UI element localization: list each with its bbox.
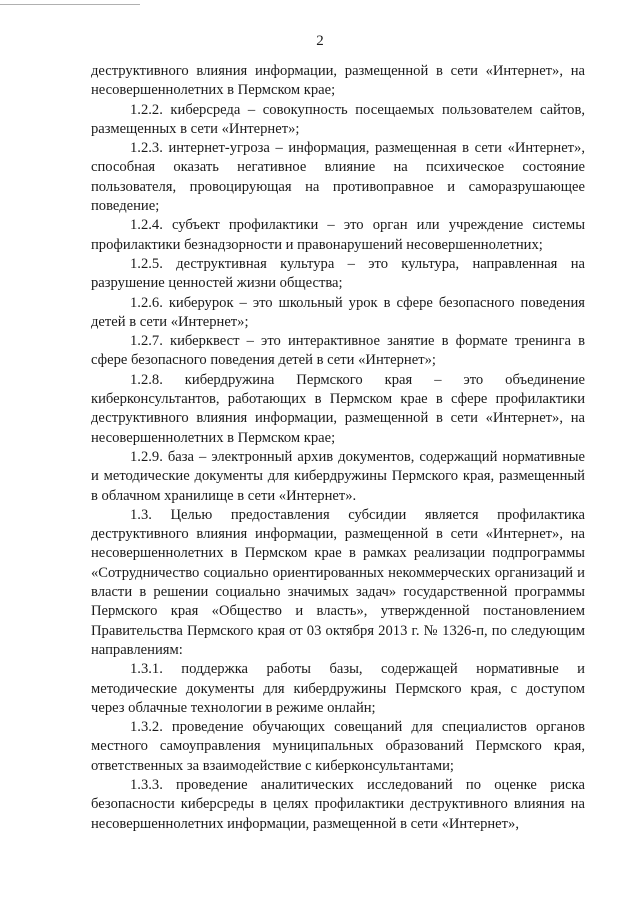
paragraph-1-2-3: 1.2.3. интернет-угроза – информация, размещенная в сети «Интернет», способная оказать негативное влияние на психическое состояние пользователя, провоцирующая на противоправное и саморазрушающее поведение;	[91, 140, 585, 215]
document-body	[91, 62, 585, 834]
page-number: 2	[316, 33, 324, 49]
header-rule	[0, 4, 140, 5]
paragraph-1-2-6: 1.2.6. киберурок – это школьный урок в сфере безопасного поведения детей в сети «Интернет»;	[91, 294, 585, 330]
paragraph-1-3-3: 1.3.3. проведение аналитических исследований по оценке риска безопасности киберсреды в целях профилактики деструктивного влияния на несовершеннолетних информации, размещенной в сети «Интернет»,	[91, 776, 585, 832]
paragraph-1-2-9: 1.2.9. база – электронный архив документов, содержащий нормативные и методические документы для кибердружины Пермского края, размещенный в облачном хранилище в сети «Интернет».	[91, 448, 585, 504]
paragraph-1-3-1: 1.3.1. поддержка работы базы, содержащей нормативные и методические документы для кибердружины Пермского края, с доступом через облачные технологии в режиме онлайн;	[91, 661, 585, 716]
paragraph-1-2-4: 1.2.4. субъект профилактики – это орган или учреждение системы профилактики безнадзорности и правонарушений несовершеннолетних;	[91, 217, 585, 253]
paragraph-1-2-8: 1.2.8. кибердружина Пермского края – это объединение киберконсультантов, работающих в Пермском крае в сфере профилактики деструктивного влияния информации, размещенной в сети «Интернет», на несовершеннолетних в Пермском крае;	[91, 371, 585, 446]
paragraph-1-2-2: 1.2.2. киберсреда – совокупность посещаемых пользователем сайтов, размещенных в сети «Интернет»;	[91, 101, 585, 137]
paragraph-continuation: деструктивного влияния информации, размещенной в сети «Интернет», на несовершеннолетних в Пермском крае;	[91, 63, 585, 99]
paragraph-1-3-2: 1.3.2. проведение обучающих совещаний для специалистов органов местного самоуправления муниципальных образований Пермского края, ответственных за взаимодействие с киберконсультантами;	[91, 719, 585, 774]
paragraph-1-2-5: 1.2.5. деструктивная культура – это культура, направленная на разрушение ценностей жизни общества;	[91, 255, 585, 292]
paragraph-1-2-7: 1.2.7. киберквест – это интерактивное занятие в формате тренинга в сфере безопасного поведения детей в сети «Интернет»;	[91, 333, 585, 369]
paragraph-1-3: 1.3. Целью предоставления субсидии является профилактика деструктивного влияния информации, размещенной в сети «Интернет», на несовершеннолетних в Пермском крае в рамках реализации подпрограммы «Сотрудничество социально ориентированных некоммерческих организаций и власти в решении социально значимых задач» государственной программы Пермского края «Общество и власть», утвержденной постановлением Правительства Пермского края от 03 октября 2013 г. № 1326-п, по следующим направлениям:	[91, 506, 585, 658]
